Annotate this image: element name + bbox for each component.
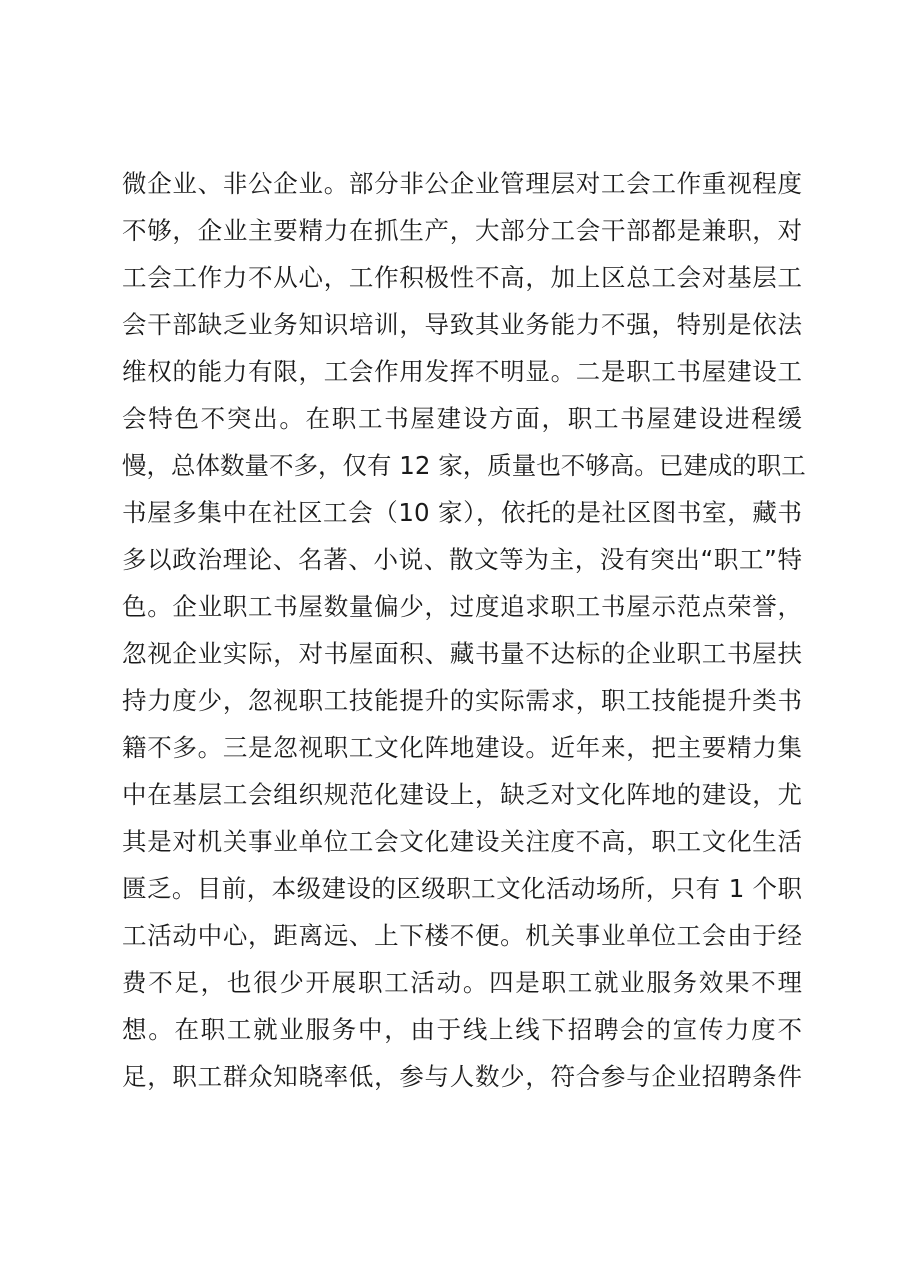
text-line: 微企业、非公企业。部分非公企业管理层对工会工作重视程度 bbox=[122, 169, 802, 198]
text-line: 匮乏。目前，本级建设的区级职工文化活动场所，只有 1 个职 bbox=[122, 874, 802, 903]
text-line: 想。在职工就业服务中，由于线上线下招聘会的宣传力度不 bbox=[122, 1015, 802, 1044]
text-line: 维权的能力有限，工会作用发挥不明显。二是职工书屋建设工 bbox=[122, 357, 802, 386]
text-line: 不够，企业主要精力在抓生产，大部分工会干部都是兼职，对 bbox=[122, 216, 802, 245]
text-line: 籍不多。三是忽视职工文化阵地建设。近年来，把主要精力集 bbox=[122, 733, 802, 762]
text-line: 多以政治理论、名著、小说、散文等为主，没有突出“职工”特 bbox=[122, 545, 802, 574]
text-line: 足，职工群众知晓率低，参与人数少，符合参与企业招聘条件 bbox=[122, 1062, 802, 1091]
text-line: 书屋多集中在社区工会（10 家），依托的是社区图书室，藏书 bbox=[122, 498, 802, 527]
text-line: 其是对机关事业单位工会文化建设关注度不高，职工文化生活 bbox=[122, 827, 802, 856]
text-line: 费不足，也很少开展职工活动。四是职工就业服务效果不理 bbox=[122, 968, 802, 997]
text-line: 中在基层工会组织规范化建设上，缺乏对文化阵地的建设，尤 bbox=[122, 780, 802, 809]
text-line: 持力度少，忽视职工技能提升的实际需求，职工技能提升类书 bbox=[122, 686, 802, 715]
text-line: 工活动中心，距离远、上下楼不便。机关事业单位工会由于经 bbox=[122, 921, 802, 950]
body-paragraph bbox=[122, 160, 806, 1100]
text-line: 会干部缺乏业务知识培训，导致其业务能力不强，特别是依法 bbox=[122, 310, 802, 339]
text-line: 忽视企业实际，对书屋面积、藏书量不达标的企业职工书屋扶 bbox=[122, 639, 802, 668]
text-line: 色。企业职工书屋数量偏少，过度追求职工书屋示范点荣誉， bbox=[122, 592, 802, 621]
text-line: 慢，总体数量不多，仅有 12 家，质量也不够高。已建成的职工 bbox=[122, 451, 806, 480]
text-line: 工会工作力不从心，工作积极性不高，加上区总工会对基层工 bbox=[122, 263, 802, 292]
text-line: 会特色不突出。在职工书屋建设方面，职工书屋建设进程缓 bbox=[122, 404, 802, 433]
